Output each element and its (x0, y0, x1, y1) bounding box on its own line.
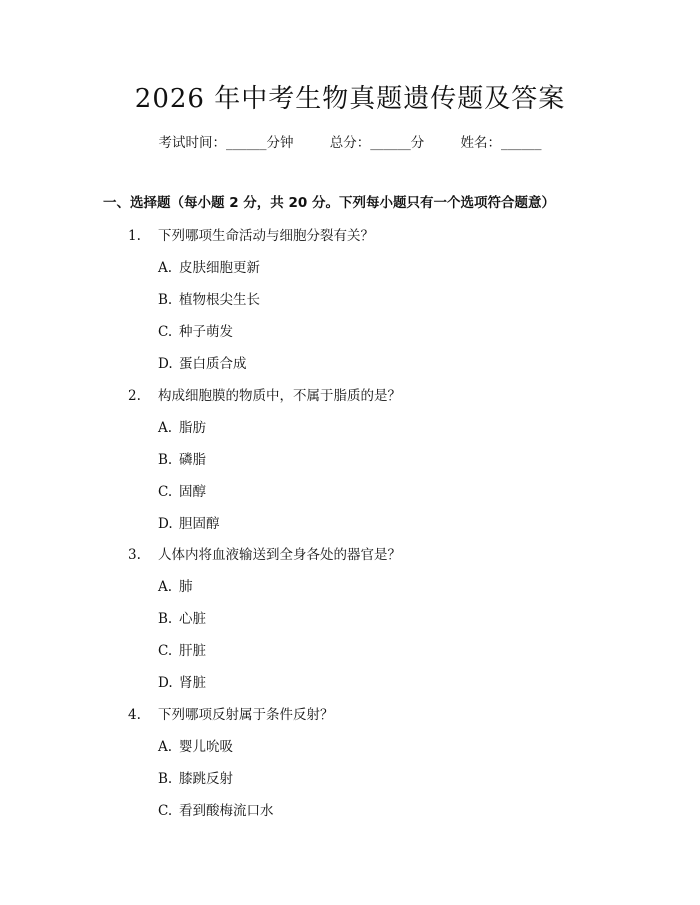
option-text: 固醇 (179, 484, 206, 500)
exam-info (0, 131, 700, 151)
option-letter: A. (158, 260, 173, 276)
option-letter: B. (158, 611, 173, 627)
page-title: 2026 年中考生物真题遗传题及答案 (134, 84, 566, 114)
question-number: 4. (128, 707, 141, 723)
option (158, 639, 206, 659)
question-text: 人体内将血液输送到全身各处的器官是？ (158, 547, 401, 563)
option-letter: A. (158, 739, 173, 755)
option-letter: A. (158, 579, 173, 595)
question-number: 3. (128, 547, 141, 563)
option-text: 肺 (179, 579, 193, 595)
question-text: 下列哪项生命活动与细胞分裂有关？ (158, 228, 374, 244)
option (158, 767, 233, 787)
option-text: 看到酸梅流口水 (179, 803, 274, 819)
option (158, 256, 260, 276)
option-letter: B. (158, 292, 173, 308)
section-heading: 一、选择题（每小题 2 分，共 20 分。下列每小题只有一个选项符合题意） (103, 195, 555, 211)
option (158, 671, 206, 691)
option (158, 352, 247, 372)
option (158, 416, 206, 436)
student-name: 姓名：______ (460, 135, 542, 151)
question-3 (128, 543, 401, 563)
exam-time: 考试时间：______分钟 (158, 135, 294, 151)
option-letter: C. (158, 643, 173, 659)
option-text: 脂肪 (179, 420, 206, 436)
option (158, 320, 233, 340)
option (158, 607, 206, 627)
question-number: 2. (128, 388, 141, 404)
option (158, 512, 220, 532)
option-letter: C. (158, 324, 173, 340)
option-text: 心脏 (179, 611, 206, 627)
option-text: 蛋白质合成 (179, 356, 247, 372)
option-letter: A. (158, 420, 173, 436)
total-score: 总分：______分 (329, 135, 425, 151)
option (158, 575, 193, 595)
option-text: 磷脂 (179, 452, 206, 468)
option-text: 肾脏 (179, 675, 206, 691)
option-letter: C. (158, 484, 173, 500)
option (158, 799, 274, 819)
option (158, 735, 233, 755)
option-text: 植物根尖生长 (179, 292, 260, 308)
option-letter: C. (158, 803, 173, 819)
question-4 (128, 703, 334, 723)
option-letter: D. (158, 516, 173, 532)
question-1 (128, 224, 374, 244)
option (158, 448, 206, 468)
question-text: 下列哪项反射属于条件反射？ (158, 707, 334, 723)
question-number: 1. (128, 228, 141, 244)
option-letter: D. (158, 675, 173, 691)
option-text: 婴儿吮吸 (179, 739, 233, 755)
option-letter: B. (158, 452, 173, 468)
question-2 (128, 384, 401, 404)
option-letter: D. (158, 356, 173, 372)
option-letter: B. (158, 771, 173, 787)
option-text: 皮肤细胞更新 (179, 260, 260, 276)
option-text: 膝跳反射 (179, 771, 233, 787)
question-text: 构成细胞膜的物质中，不属于脂质的是？ (158, 388, 401, 404)
option-text: 胆固醇 (179, 516, 220, 532)
option-text: 肝脏 (179, 643, 206, 659)
option (158, 480, 206, 500)
option (158, 288, 260, 308)
option-text: 种子萌发 (179, 324, 233, 340)
